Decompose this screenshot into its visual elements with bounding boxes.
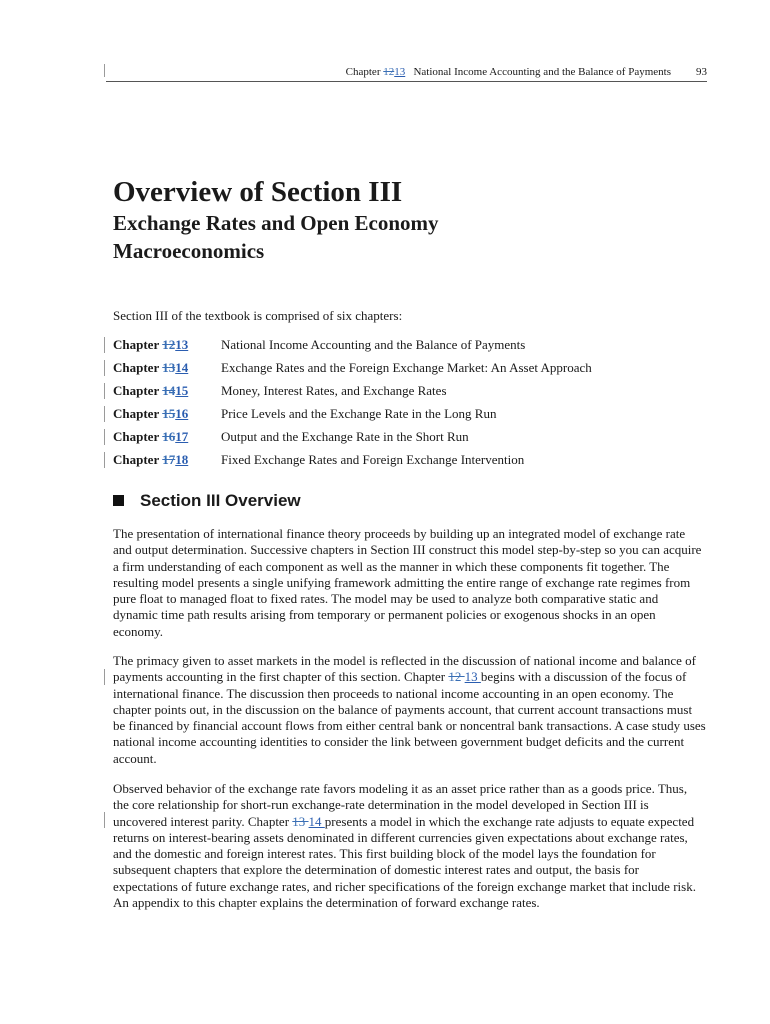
paragraph-2-text-after: begins with a discussion of the focus of international finance. The discussion then proceeds to national income accounting in an open economy. The chapter points out, in the discussion on the balance of payments account, that current account transactions must be financed by financial account flows from either central bank or noncentral bank transactions. A case study uses national income accounting identities to consider the link between government budget deficits and the current account. [113, 669, 706, 766]
change-bar-paragraph-3 [104, 812, 105, 828]
header-chapter-deleted: 12 [383, 66, 395, 78]
chapter-number-deleted: 13 [162, 360, 176, 375]
square-bullet-icon [113, 495, 124, 506]
header-title: National Income Accounting and the Balance of Payments [413, 66, 671, 78]
chapter-word: Chapter [113, 360, 159, 375]
paragraph-1: The presentation of international finance theory proceeds by building up an integrated model of exchange rate and output determination. Successive chapters in Section III construct this model step-by-step so you can acquire a firm understanding of each component as well as the manner in which these components fit together. The resulting model presents a single unifying framework admitting the entire range of exchange rate regimes from pure float to managed float to fixed rates. The model may be used to analyze both comparative static and dynamic time path results arising from temporary or permanent policies or exogenous shocks in an open economy. [113, 526, 702, 639]
chapter-word: Chapter [113, 452, 159, 467]
paragraph-2-text-before: The primacy given to asset markets in the model is reflected in the discussion of national income and balance of payments accounting in the first chapter of this section. Chapter [113, 653, 697, 685]
chapter-title: Fixed Exchange Rates and Foreign Exchange Intervention [221, 452, 525, 467]
change-bar-chapter-1 [104, 337, 105, 353]
chapter-label [113, 337, 188, 353]
change-bar-paragraph-2 [104, 669, 105, 685]
change-bar-chapter-6 [104, 452, 105, 468]
section-heading [113, 491, 301, 511]
running-header [106, 64, 707, 82]
chapter-number-inserted: 14 [175, 360, 189, 375]
chapter-word: Chapter [113, 406, 159, 421]
chapter-title: National Income Accounting and the Balance of Payments [221, 337, 526, 352]
chapter-word: Chapter [113, 383, 159, 398]
chapter-word: Chapter [113, 337, 159, 352]
chapter-number-deleted: 14 [162, 383, 176, 398]
chapter-label [113, 383, 188, 399]
paragraph-3-deleted-number: 13 [292, 813, 309, 829]
chapter-title: Price Levels and the Exchange Rate in the Long Run [221, 406, 497, 421]
paragraph-3-text-after: presents a model in which the exchange rate adjusts to equate expected returns on interest-bearing assets denominated in different currencies given expectations about exchange rates, and the domestic and foreign interest rates. This first building block of the model lays the foundation for subsequent chapters that explore the determination of domestic interest rates and output, the basis for expectations of future exchange rates, and richer specifications of the foreign exchange market that include risk. An appendix to this chapter explains the determination of forward exchange rates. [113, 813, 696, 911]
chapter-title: Exchange Rates and the Foreign Exchange Market: An Asset Approach [221, 360, 592, 375]
chapter-label [113, 429, 188, 445]
chapter-number-inserted: 18 [175, 452, 189, 467]
chapter-number-inserted: 15 [175, 383, 189, 398]
section-heading-text: Section III Overview [140, 491, 301, 510]
paragraph-3-text-before: Observed behavior of the exchange rate favors modeling it as an asset price rather than as a goods price. Thus, the core relationship for short-run exchange-rate determination in the model developed in Section III is uncovered interest parity. Chapter [113, 781, 688, 829]
running-header-text [346, 66, 671, 78]
chapter-number-deleted: 16 [162, 429, 176, 444]
change-bar-chapter-3 [104, 383, 105, 399]
change-bar-chapter-4 [104, 406, 105, 422]
chapter-number-inserted: 16 [175, 406, 189, 421]
paragraph-2-deleted-number: 12 [448, 669, 465, 685]
chapter-word: Chapter [113, 429, 159, 444]
paragraph-3-inserted-number: 14 [308, 813, 325, 829]
chapter-title: Output and the Exchange Rate in the Short Run [221, 429, 469, 444]
chapter-number-inserted: 17 [175, 429, 189, 444]
chapter-label [113, 406, 188, 422]
change-bar-chapter-2 [104, 360, 105, 376]
chapter-title: Money, Interest Rates, and Exchange Rates [221, 383, 447, 398]
page-subtitle: Exchange Rates and Open Economy Macroeconomics [113, 211, 439, 263]
paragraph-2 [113, 653, 706, 767]
chapter-label [113, 360, 188, 376]
chapter-number-deleted: 17 [162, 452, 176, 467]
chapter-number-deleted: 15 [162, 406, 176, 421]
header-chapter-inserted: 13 [394, 66, 406, 78]
chapter-label [113, 452, 188, 468]
page-title: Overview of Section III [113, 176, 403, 208]
chapter-number-inserted: 13 [175, 337, 189, 352]
change-bar-chapter-5 [104, 429, 105, 445]
chapter-number-deleted: 12 [162, 337, 176, 352]
change-bar-header [104, 64, 105, 77]
paragraph-3 [113, 781, 706, 911]
header-chapter-word: Chapter [345, 66, 381, 78]
page-number: 93 [696, 66, 707, 78]
paragraph-2-inserted-number: 13 [464, 669, 481, 685]
intro-text: Section III of the textbook is comprised of six chapters: [113, 308, 403, 323]
